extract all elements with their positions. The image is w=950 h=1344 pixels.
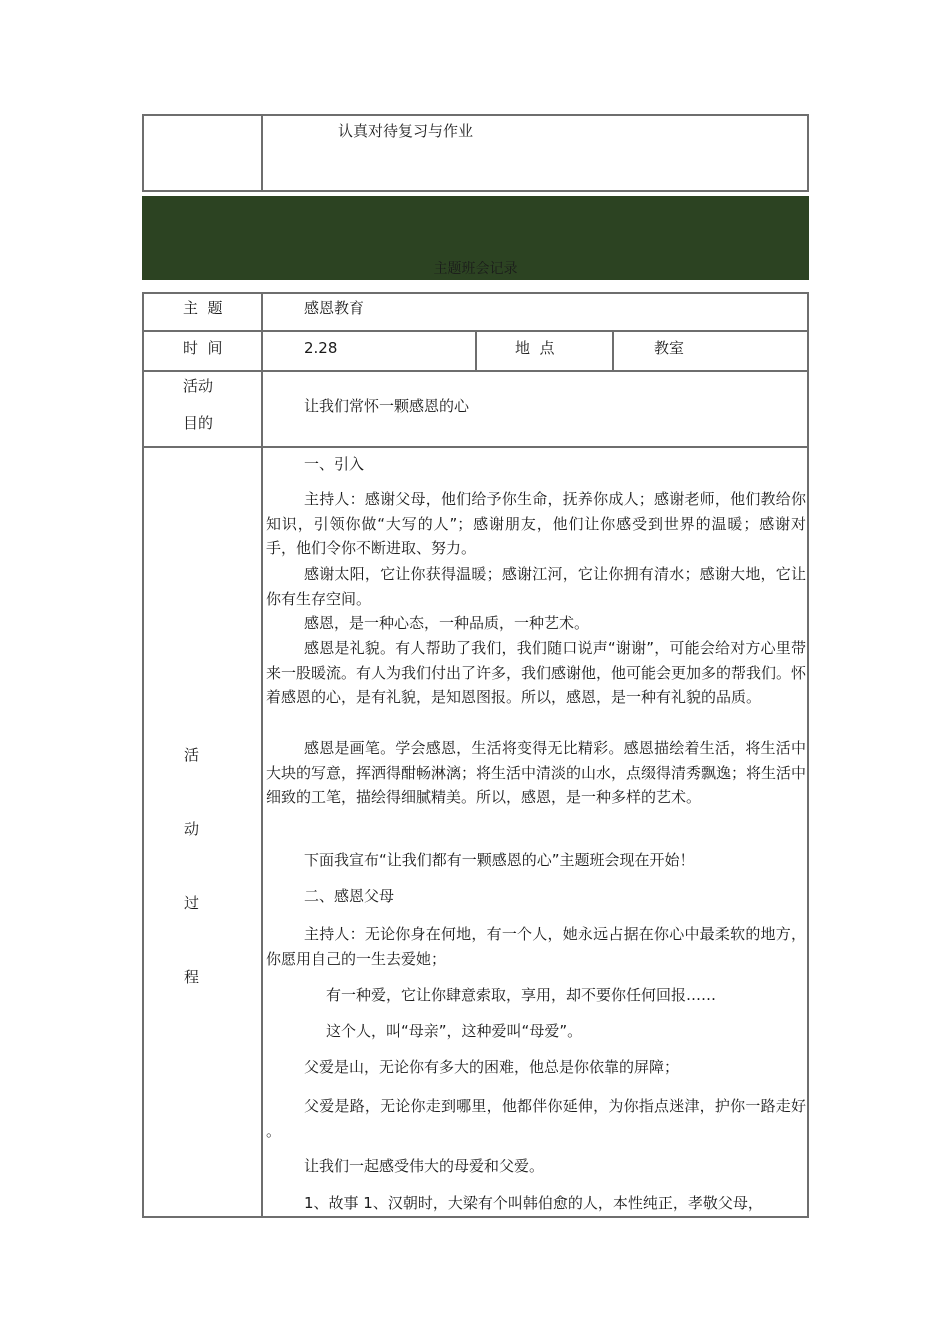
- parents-heading: 二、感恩父母: [304, 887, 395, 905]
- story-line: 1、故事 1、汉朝时，大梁有个叫韩伯愈的人，本性纯正，孝敬父母，: [304, 1194, 763, 1212]
- time-place-divider-1: [475, 330, 477, 372]
- time-value: 2.28: [304, 339, 338, 357]
- purpose-label-line2: 目的: [183, 414, 214, 432]
- process-label-char: 过: [184, 894, 200, 912]
- theme-label: 主 题: [183, 299, 223, 317]
- paragraph-text: 主持人：无论你身在何地，有一个人，她永远占据在你心中最柔软的地方，你愿用自己的一生去爱她；: [266, 925, 806, 968]
- top-table: [142, 114, 809, 192]
- theme-value: 感恩教育: [304, 299, 365, 317]
- paragraph-text: 感谢太阳，它让你获得温暖；感谢江河，它让你拥有清水；感谢大地，它让你有生存空间。: [266, 565, 806, 608]
- process-label-char: 活: [184, 746, 200, 764]
- paragraph-text: 感恩是画笔。学会感恩，生活将变得无比精彩。感恩描绘着生活，将生活中大块的写意，挥洒得酣畅淋漓；将生活中清淡的山水，点缀得清秀飘逸；将生活中细致的工笔，描绘得细腻精美。所以，感恩，是一种多样的艺术。: [266, 739, 807, 806]
- father-mountain-line: 父爱是山，无论你有多大的困难，他总是你依靠的屏障；: [304, 1058, 680, 1076]
- place-value: 教室: [654, 339, 685, 357]
- paragraph-text: 感恩是礼貌。有人帮助了我们，我们随口说声“谢谢”，可能会给对方心里带来一股暖流。有人为我们付出了许多，我们感谢他，他可能会更加多的帮我们。怀着感恩的心，是有礼貌，是知恩图报。所以，感恩，是一种有礼貌的品质。: [266, 639, 807, 706]
- host-paragraph-2: [266, 922, 806, 971]
- intro-heading: 一、引入: [304, 455, 365, 473]
- place-label: 地 点: [515, 339, 555, 357]
- time-label: 时 间: [183, 339, 223, 357]
- paragraph-text: 父爱是路，无论你走到哪里，他都伴你延伸，为你指点迷津，护你一路走好 。: [266, 1097, 806, 1140]
- purpose-label-line1: 活动: [183, 377, 214, 395]
- top-table-content: 认真对待复习与作业: [338, 122, 474, 140]
- purpose-value: 让我们常怀一颗感恩的心: [304, 397, 470, 415]
- love-line: 有一种爱，它让你肆意索取，享用，却不要你任何回报……: [326, 986, 717, 1004]
- process-label-char: 动: [184, 820, 200, 838]
- section-banner: [142, 196, 809, 280]
- mother-line: 这个人，叫“母亲”，这种爱叫“母爱”。: [326, 1022, 583, 1040]
- process-label-char: 程: [184, 968, 200, 986]
- paragraph-5: [266, 736, 806, 810]
- time-place-divider-2: [612, 330, 614, 372]
- label-column-divider: [261, 292, 263, 1218]
- paragraph-text: 主持人：感谢父母，他们给予你生命，抚养你成人；感谢老师，他们教给你知识，引领你做“大写的人”；感谢朋友，他们让你感受到世界的温暖；感谢对手，他们令你不断进取、努力。: [266, 490, 806, 557]
- row-divider-3: [142, 446, 809, 448]
- paragraph-text: 感恩，是一种心态，一种品质，一种艺术。: [304, 614, 590, 632]
- father-road-paragraph: [266, 1094, 806, 1143]
- top-table-divider: [261, 114, 263, 192]
- announcement: 下面我宣布“让我们都有一颗感恩的心”主题班会现在开始！: [304, 851, 695, 869]
- paragraph-2: [266, 562, 806, 611]
- banner-title: 主题班会记录: [433, 261, 518, 277]
- paragraph-3: [266, 611, 806, 636]
- host-paragraph-1: [266, 487, 806, 561]
- feel-line: 让我们一起感受伟大的母爱和父爱。: [304, 1157, 545, 1175]
- paragraph-4: [266, 636, 806, 710]
